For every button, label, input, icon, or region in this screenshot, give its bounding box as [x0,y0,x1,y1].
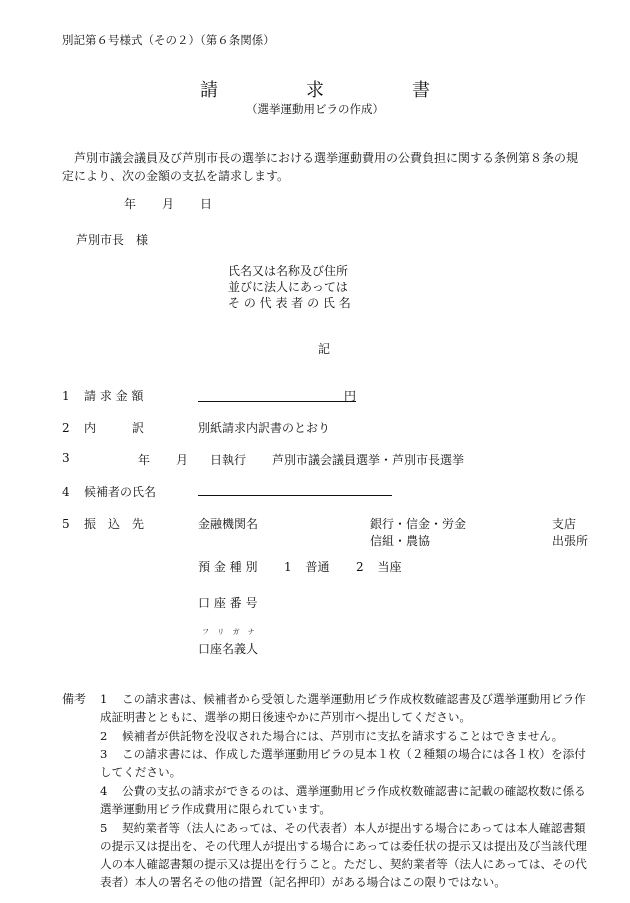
yen-unit: 円 [344,389,357,403]
deposit-option-checking-number: 2 [356,560,364,574]
election-month: 月 [176,453,189,467]
item-3-label [62,451,84,465]
note-3-number: 3 [100,747,108,761]
note-5-number: 5 [100,821,108,835]
date-day: 日 [200,197,213,211]
notes-label: 備考 [62,692,87,706]
note-2-number: 2 [100,729,108,743]
sub-branch-label: 出張所 [552,534,589,548]
addressee: 芦別市長 様 [76,233,149,247]
intro-paragraph: 芦別市議会議員及び芦別市長の選挙における選挙運動費用の公費負担に関する条例第８条の規定により、次の金額の支払を請求します。 [62,151,579,183]
note-1 [100,690,592,726]
deposit-type-label: 預 金 種 別 [198,560,258,574]
item-3-number: 3 [62,451,70,465]
election-year: 年 [138,453,151,467]
date-year: 年 [124,197,137,211]
note-2-text: 候補者が供託物を没収された場合には、芦別市に支払を請求することはできません。 [122,729,564,743]
note-4-number: 4 [100,784,108,798]
branch-label: 支店 [552,517,577,531]
furigana-label: フ リ ガ ナ [202,628,258,636]
form-number: 別記第６号様式（その２）（第６条関係） [62,33,275,47]
note-1-number: 1 [100,692,108,706]
deposit-option-ordinary-text: 普通 [305,560,330,574]
election-name: 芦別市議会議員選挙・芦別市長選挙 [272,453,465,467]
deposit-option-checking-text: 当座 [377,560,402,574]
account-holder-label: 口座名義人 [198,642,259,656]
deposit-option-ordinary-number: 1 [284,560,292,574]
date-month: 月 [162,197,175,211]
title-char-1: 請 [200,80,218,101]
deposit-option-ordinary[interactable] [284,558,329,575]
title-char-2: 求 [306,80,324,101]
ki-marker: 記 [318,342,331,356]
item-4-text: 候補者の氏名 [84,485,157,499]
note-3 [100,745,592,781]
applicant-label-line-1: 氏名又は名称及び住所 [228,264,349,278]
applicant-label-line-3: そ の 代 表 者 の 氏 名 [228,296,351,310]
note-2 [100,727,592,745]
note-5 [100,819,592,891]
election-day-exec: 日執行 [210,453,247,467]
deposit-option-checking[interactable] [356,558,401,575]
claim-amount-field[interactable] [198,387,356,402]
item-5-label [62,515,144,532]
candidate-name-field[interactable] [198,481,392,496]
note-5-text: 契約業者等（法人にあっては、その代表者）本人が提出する場合にあっては本人確認書類の提示又は提出を、その代理人が提出する場合にあっては委任状の提示又は提出及び当該代理人の本人確認書類の提示又は提出を行うこと。ただし、契約業者等（法人にあっては、その代表者）本人の署名その他の措置（記名押印）がある場合はこの限りではない。 [100,821,587,889]
item-5-number: 5 [62,517,70,531]
item-1-label [62,387,143,404]
account-number-label: 口 座 番 号 [198,596,258,610]
document-title [0,76,630,102]
item-2-label [62,419,144,436]
item-1-number: 1 [62,389,70,403]
item-1-text: 請 求 金 額 [84,389,144,403]
breakdown-value: 別紙請求内訳書のとおり [198,421,331,435]
item-4-label [62,483,156,500]
item-5-text: 振 込 先 [84,517,145,531]
bank-types-line-2: 信組・農協 [370,534,431,548]
note-1-text: この請求書は、候補者から受領した選挙運動用ビラ作成枚数確認書及び選挙運動用ビラ作成証明書とともに、選挙の期日後速やかに芦別市へ提出してください。 [100,692,586,724]
bank-types-line-1: 銀行・信金・労金 [370,517,467,531]
item-2-number: 2 [62,421,70,435]
bank-name-label: 金融機関名 [198,517,259,531]
applicant-label [228,263,351,311]
note-3-text: この請求書には、作成した選挙運動用ビラの見本１枚（２種類の場合には各１枚）を添付してください。 [100,747,586,779]
note-4-text: 公費の支払の請求ができるのは、選挙運動用ビラ作成枚数確認書に記載の確認枚数に係る選挙運動用ビラ作成費用に限られています。 [100,784,586,816]
note-4 [100,782,592,818]
item-4-number: 4 [62,485,70,499]
item-2-text: 内 訳 [84,421,145,435]
title-char-3: 書 [412,80,430,101]
document-subtitle: （選挙運動用ビラの作成） [246,102,384,116]
applicant-label-line-2: 並びに法人にあっては [228,280,348,294]
